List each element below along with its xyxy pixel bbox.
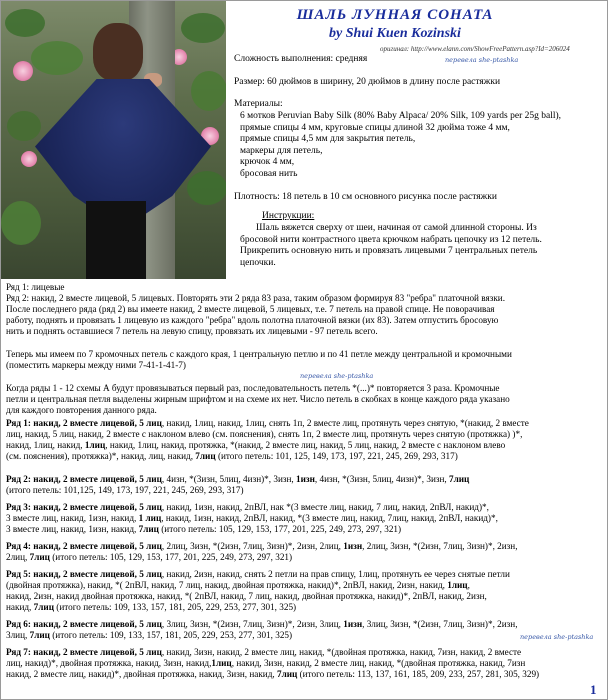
pattern-row-line <box>6 502 598 513</box>
pattern-row-7 <box>6 647 598 680</box>
when-text <box>6 383 598 416</box>
pattern-row-line <box>6 474 598 485</box>
pattern-row-line <box>6 669 598 680</box>
difficulty: Сложность выполнения: средняя <box>234 54 368 64</box>
text-segment: 3 вместе лиц, накид, 1изн, накид, <box>6 524 139 534</box>
bold-segment: 1изн <box>343 541 363 551</box>
page-number: 1 <box>590 682 597 697</box>
instruction-line: Шаль вяжется сверху от шеи, начиная от самой длинной стороны. Из <box>256 223 537 233</box>
pattern-row-line <box>6 440 598 451</box>
translator-credit: перевела she-ptashka <box>520 633 594 641</box>
text-segment: (итого петель: 109, 133, 157, 181, 205, 229, 253, 277, 301, 325) <box>49 630 293 640</box>
pattern-row-3 <box>6 502 598 535</box>
text-segment: 2лиц, <box>6 552 30 562</box>
bold-segment: Ряд 1: накид, 2 вместе лицевой, 5 лиц <box>6 418 162 428</box>
text-segment: (итого петель: 101, 125, 149, 173, 197, 221, 245, 269, 293, 317) <box>215 451 458 461</box>
text-segment: 3лиц, <box>6 630 30 640</box>
original-link[interactable]: http://www.elann.com/ShowFreePattern.asp?Id=206024 <box>410 45 570 53</box>
pattern-row-6 <box>6 619 598 641</box>
text-segment: , накид, 1лиц, накид, протяжка, *(накид, 2 вместе лиц, накид, 5 лиц, накид, 2 вместе с наклоном влево <box>105 440 506 450</box>
instruction-line: Прикрепить основную нить и провязать лицевыми 7 центральных петель <box>240 246 538 256</box>
bold-segment: 1лиц <box>84 440 106 450</box>
bold-segment: 7лиц <box>195 451 216 461</box>
bold-segment: 7лиц <box>29 630 50 640</box>
bold-segment: Ряд 7: накид, 2 вместе лицевой, 5 лиц <box>6 647 162 657</box>
text-segment: , накид, 1изн, накид, 2пВЛ, накид, *(3 вместе лиц, накид, 7лиц, накид, 2пВЛ, накид)*, <box>161 513 498 523</box>
original-source: оригинал: http://www.elann.com/ShowFreePattern.asp?Id=206024 <box>380 45 570 53</box>
translator-credit: перевела she-ptashka <box>445 56 519 64</box>
now-line: Теперь мы имеем по 7 кромочных петель с каждого края, 1 центральную петлю и по 41 петле между центральной и кромочными <box>6 349 512 359</box>
text-segment: , 3лиц, 3изн, *(2изн, 7лиц, 3изн)*, 2изн, <box>362 619 518 629</box>
bold-segment: Ряд 3: накид, 2 вместе лицевой, 5 лиц <box>6 502 162 512</box>
bold-segment: 1изн <box>343 619 363 629</box>
text-segment: (итого петель: 105, 129, 153, 177, 201, 225, 249, 273, 297, 321) <box>158 524 402 534</box>
text-segment: накид, 2изн, накид двойная протяжка, накид, *( 2пВЛ, накид, 7 лиц, накид, двойная протяжка, накид)*, 2пВЛ, накид, 2изн, <box>6 591 487 601</box>
gauge: Плотность: 18 петель в 10 см основного рисунка после растяжки <box>234 192 497 202</box>
now-line: (поместить маркеры между ними 7-41-1-41-7) <box>6 360 186 370</box>
row2-text <box>6 293 598 337</box>
bold-segment: 7лиц <box>138 524 159 534</box>
instruction-line: бросовой нити контрастного цвета крючком набрать цепочку из 12 петель. <box>240 234 542 245</box>
text-segment: лиц, накид, 5 лиц, накид, 2 вместе с наклоном влево (см. пояснения), снять 1п, 2 вместе лиц, протянуть через снятую (протяжка) )*, <box>6 429 523 439</box>
text-segment: , 2лиц, 3изн, *(2изн, 7лиц, 3изн)*, 2изн, 2лиц, <box>161 541 344 551</box>
text-segment: (итого петель: 105, 129, 153, 177, 201, 225, 249, 273, 297, 321) <box>49 552 293 562</box>
text-segment: , 3лиц, 3изн, *(2изн, 7лиц, 3изн)*, 2изн, 3лиц, <box>161 619 344 629</box>
text-segment: , накид, 1лиц, накид, 1лиц, снять 1п, 2 вместе лиц, протянуть через снятую, *(накид, 2 вместе <box>161 418 529 428</box>
text-segment: (итого петель: 113, 137, 161, 185, 209, 233, 257, 281, 305, 329) <box>297 669 540 679</box>
text-segment: , накид, 3изн, накид, 2 вместе лиц, накид, *(двойная протяжка, накид, 7изн, накид, 2 вместе <box>161 647 522 657</box>
text-segment: , накид, 1изн, накид, 2пВЛ, нак *(3 вместе лиц, накид, 7 лиц, накид, 2пВЛ, накид)*, <box>161 502 489 512</box>
material-line: маркеры для петель, <box>240 145 323 156</box>
pattern-row-line <box>6 485 598 496</box>
bold-segment: 7лиц <box>33 602 54 612</box>
pattern-row-line <box>6 580 598 591</box>
pattern-row-line <box>6 541 598 552</box>
pattern-row-line <box>6 602 598 613</box>
pattern-row-line <box>6 418 598 429</box>
material-line: прямые спицы 4 мм, круговые спицы длиной 32 дюйма тоже 4 мм, <box>240 122 510 133</box>
pattern-row-line <box>6 429 598 440</box>
material-line: прямые спицы 4,5 мм для закрытия петель, <box>240 134 416 144</box>
text-segment: , 4изн, *(3изн, 5лиц, 4изн)*, 3изн, <box>314 474 449 484</box>
text-segment: , накид, 3изн, накид, 2 вместе лиц, накид, *(двойная протяжка, накид, 7изн <box>231 658 526 668</box>
pattern-title: ШАЛЬ ЛУННАЯ СОНАТА <box>296 7 494 23</box>
instructions-title: Инструкции: <box>262 211 315 221</box>
pattern-row-4 <box>6 541 598 563</box>
row2-line: Ряд 2: накид, 2 вместе лицевой, 5 лицевых. Повторять эти 2 ряда 83 раза, таким образом формируя 83 "ребра" платочной вязки. <box>6 293 506 303</box>
materials-list <box>240 111 602 180</box>
when-line: для каждого повторения данного ряда. <box>6 405 157 415</box>
row2-line: нить и поднять оставшиеся 7 петель на левую спицу, провязать их лицевыми - 97 петель всего. <box>6 326 378 336</box>
bold-segment: 7лиц <box>29 552 50 562</box>
text-segment: (итого петель: 101,125, 149, 173, 197, 221, 245, 269, 293, 317) <box>6 485 244 495</box>
pattern-row-line <box>6 647 598 658</box>
bold-segment: Ряд 6: накид, 2 вместе лицевой, 5 лиц <box>6 619 162 629</box>
bold-segment: 1лиц <box>447 580 468 590</box>
pattern-row-2 <box>6 474 598 496</box>
text-segment: лиц, накид)*, двойная протяжка, накид, 3изн, накид, <box>6 658 212 668</box>
pattern-row-line <box>6 524 598 535</box>
material-line: бросовая нить <box>240 168 298 179</box>
text-segment: , <box>467 580 470 590</box>
bold-segment: 7лиц <box>449 474 470 484</box>
instruction-line: цепочки. <box>240 257 276 268</box>
bold-segment: Ряд 4: накид, 2 вместе лицевой, 5 лиц <box>6 541 162 551</box>
pattern-row-line <box>6 630 598 641</box>
text-segment: (итого петель: 109, 133, 157, 181, 205, 229, 253, 277, 301, 325) <box>54 602 297 612</box>
text-segment: , 4изн, *(3изн, 5лиц, 4изн)*, 3изн, <box>161 474 297 484</box>
bold-segment: 7лиц <box>276 669 298 679</box>
text-segment: накид, 2 вместе лиц, накид)*, двойная протяжка, накид, 3изн, накид, <box>6 669 277 679</box>
row2-line: работу, поднять и провязать 1 лицевую из каждого "ребра" вдоль полотна платочной вязки (их 83). Затем отпустить бросовую <box>6 315 499 325</box>
text-segment: , 2лиц, 3изн, *(2изн, 7лиц, 3изн)*, 2изн, <box>362 541 518 551</box>
now-text <box>6 349 598 371</box>
pattern-row-line <box>6 513 598 524</box>
pattern-row-line <box>6 619 598 630</box>
row1-text: Ряд 1: лицевые <box>6 282 65 292</box>
row2-line: После последнего ряда (ряд 2) вы имеете накид, 2 вместе лицевой, 5 лицевых, т.е. 7 петель на правой спице. Не поворачивая <box>6 304 495 314</box>
pattern-row-line <box>6 569 598 580</box>
bold-segment: 1изн <box>296 474 315 484</box>
pattern-row-line <box>6 552 598 563</box>
size: Размер: 60 дюймов в ширину, 20 дюймов в длину после растяжки <box>234 77 501 87</box>
materials-title: Материалы: <box>234 99 283 109</box>
bold-segment: Ряд 2: накид, 2 вместе лицевой, 5 лиц <box>6 474 162 484</box>
material-line: крючок 4 мм, <box>240 157 295 167</box>
pattern-author: by Shui Kuen Kozinski <box>329 26 461 41</box>
pattern-row-line <box>6 658 598 669</box>
pattern-row-5 <box>6 569 598 613</box>
pattern-row-line <box>6 591 598 602</box>
pattern-row-line <box>6 451 598 462</box>
text-segment: (см. пояснения), протяжка)*, накид, лиц, накид, <box>6 451 196 461</box>
material-line: 6 мотков Peruvian Baby Silk (80% Baby Alpaca/ 20% Silk, 109 yards per 25g ball), <box>240 111 562 121</box>
translator-credit: перевела she-ptashka <box>300 372 374 380</box>
bold-segment: 1лиц <box>211 658 232 668</box>
bold-segment: Ряд 5: накид, 2 вместе лицевой, 5 лиц <box>6 569 162 579</box>
shawl-photo <box>1 1 226 279</box>
text-segment: 3 вместе лиц, накид, 1изн, накид, <box>6 513 139 523</box>
text-segment: (двойная протяжка), накид, *( 2пВЛ, накид, 7 лиц, накид, двойная протяжка, накид)*, 2пВЛ, накид, 2изн, накид, <box>6 580 448 590</box>
instructions-text <box>240 223 602 269</box>
pattern-row-1 <box>6 418 598 462</box>
bold-segment: 1 лиц <box>138 513 162 523</box>
when-line: Когда ряды 1 - 12 схемы А будут провязываться первый раз, последовательность петель *(...)* повторяется 3 раза. Кромочные <box>6 383 500 393</box>
text-segment: накид, <box>6 602 34 612</box>
when-line: петли и центральная петля выделены жирным шрифтом и на схеме их нет. Число петель в скобках в конце каждого ряда указано <box>6 394 510 404</box>
text-segment: , накид, 2изн, накид, снять 2 петли на прав спицу, 1лиц, протянуть ее через снятые петли <box>161 569 510 579</box>
text-segment: накид, 1лиц, накид, <box>6 440 85 450</box>
